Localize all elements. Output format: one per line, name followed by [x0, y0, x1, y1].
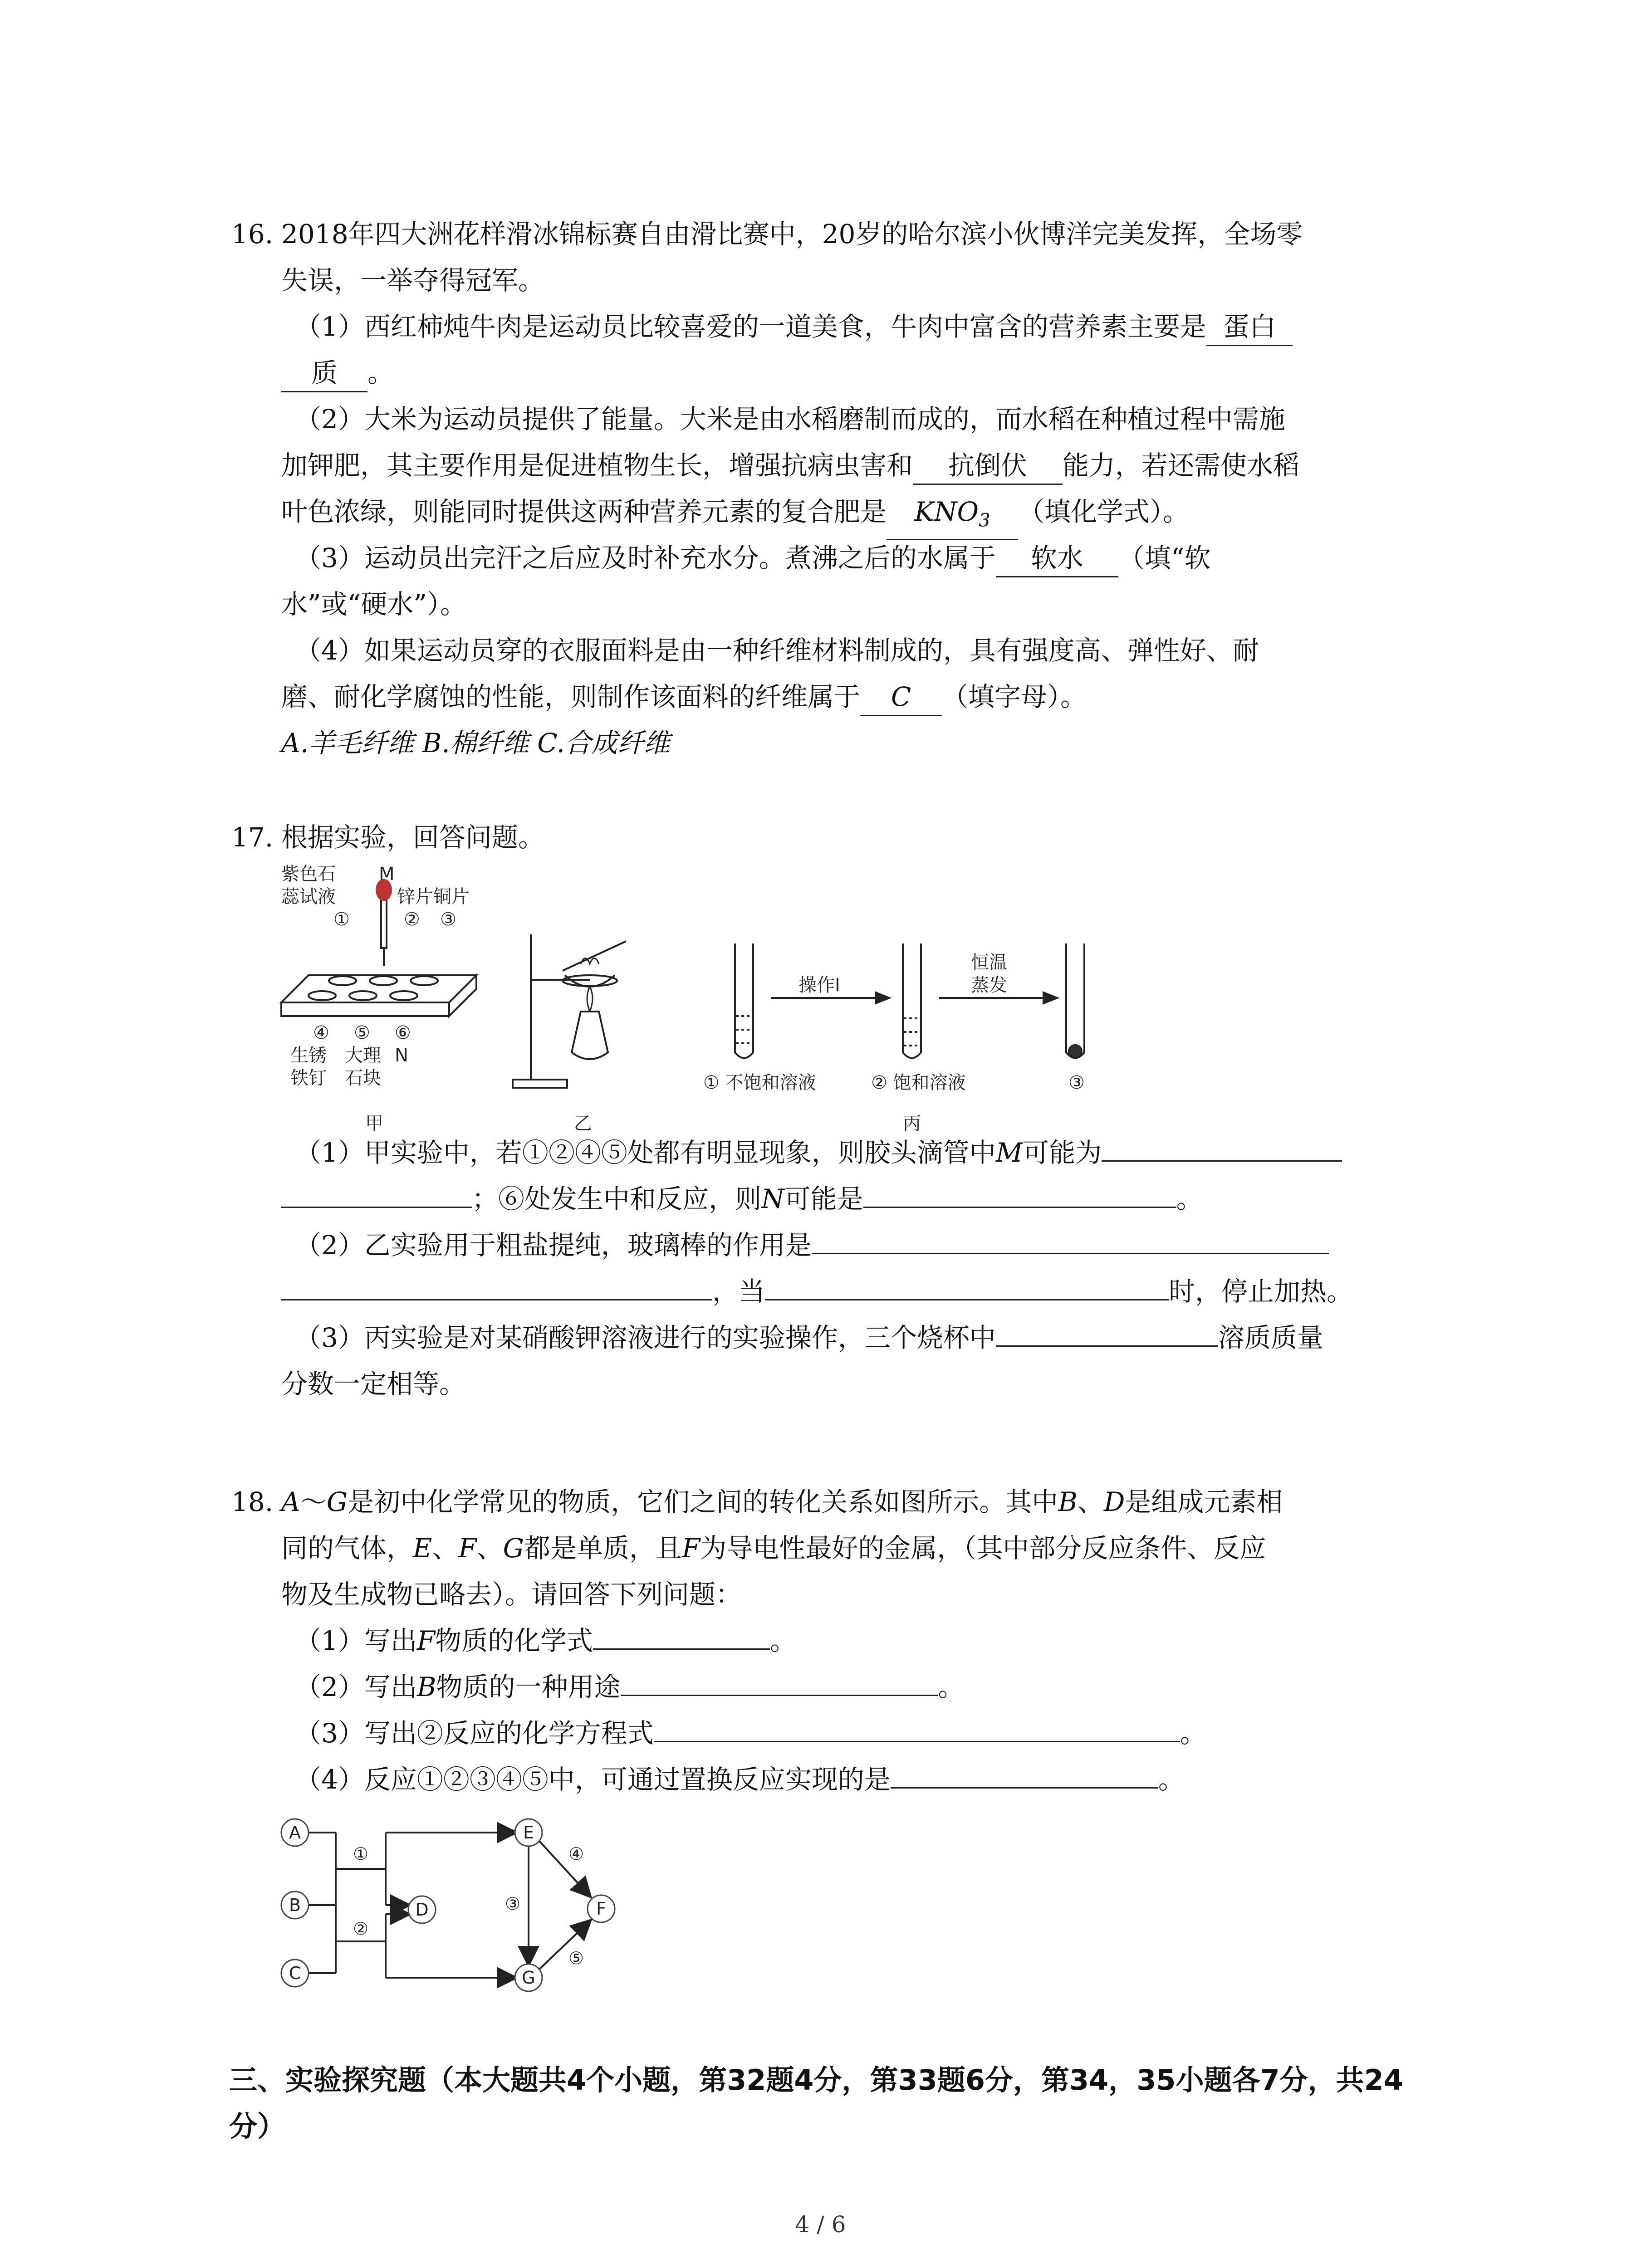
sub-question-3: （3）运动员出完汗之后应及时补充水分。煮沸之后的水属于: [295, 543, 996, 573]
alcohol-lamp: [572, 1012, 608, 1059]
label-op2: 恒温: [971, 952, 1007, 973]
sub-question-2: （2）乙实验用于粗盐提纯，玻璃棒的作用是: [295, 1230, 812, 1261]
glass-rod: [563, 941, 626, 971]
conversion-diagram: [277, 1810, 631, 2023]
answer-blank: [812, 1253, 1329, 1254]
svg-text:蒸发: 蒸发: [971, 975, 1007, 996]
label-zinc: 锌片: [397, 886, 433, 907]
svg-text:B: B: [289, 1895, 301, 1915]
answer-blank: [765, 1299, 1169, 1300]
page-number: 4 / 6: [795, 2211, 846, 2238]
answer-blank: 质: [281, 355, 367, 392]
figure-label-yi: 乙: [574, 1113, 592, 1134]
sub-question-1: （1）西红柿炖牛肉是运动员比较喜爱的一道美食，牛肉中富含的营养素主要是: [295, 311, 1206, 342]
reaction-5: ⑤: [568, 1948, 584, 1968]
label-tube2: ② 饱和溶液: [871, 1072, 966, 1093]
question-stem: 失误，一举夺得冠军。: [281, 265, 545, 296]
label-op1: 操作Ⅰ: [798, 975, 840, 996]
section-heading: 三、实验探究题（本大题共4个小题，第32题4分，第33题6分，第34，35小题各7分，共24 分）: [229, 2063, 1403, 2143]
answer-blank: [891, 1787, 1158, 1789]
dropper-icon: [381, 894, 387, 948]
label-litmus: 紫色石: [281, 864, 336, 885]
iron-stand-base: [513, 1080, 567, 1088]
svg-text:⑥: ⑥: [395, 1022, 411, 1043]
test-tube-2: [903, 943, 921, 1058]
reaction-4: ④: [568, 1844, 584, 1864]
sub-question-1: （1）甲实验中，若①②④⑤处都有明显现象，则胶头滴管中: [295, 1137, 996, 1168]
sub-question-1: （1）写出: [295, 1625, 417, 1656]
answer-blank: 蛋白: [1206, 308, 1293, 346]
svg-text:G: G: [522, 1968, 535, 1988]
question-number: 17.: [231, 822, 274, 853]
svg-text:⑤: ⑤: [354, 1022, 370, 1043]
question-number: 18.: [231, 1486, 274, 1517]
svg-text:生锈: 生锈: [290, 1045, 327, 1066]
sub-question-3: （3）丙实验是对某硝酸钾溶液进行的实验操作，三个烧杯中: [295, 1322, 996, 1353]
test-tube-3: [1066, 943, 1084, 1058]
answer-blank: 软水: [996, 540, 1118, 577]
sub-question-2: （2）写出: [295, 1672, 417, 1702]
spot-plate-front: [281, 1002, 449, 1016]
answer-blank: $KNO_3$: [887, 494, 1018, 540]
reaction-2: ②: [353, 1919, 369, 1939]
answer-blank: [621, 1695, 938, 1696]
question-16: 16. 2018年四大洲花样滑冰锦标赛自由滑比赛中，20岁的哈尔滨小伙博洋完美发挥，全场零 失误，一举夺得冠军。 （1）西红柿炖牛肉是运动员比较喜爱的一道美食，牛肉中富含的营养素主要是 蛋白 质 。 （2）大米为运动员提供了能量。大米是由水稻磨制而成的，而水稻在种植过程中需施 加钾肥，其主要作用是促进植物生长，增强抗病虫害和 抗倒伏 能力，若还需使水稻 叶色浓绿，则能同时提供这两种营养元素的复合肥是 $KNO_3$ （填化学式）。 （3）运动员出完汗之后应及时补充水分。煮沸之后的水属于 软水 （填“软 水”或“硬水”）。 （4）如果运动员穿的衣服面料是由一种纤维材料制成的，具有强度高、弹性好、耐 磨、耐化学腐蚀的性能，则制作该面料的纤维属于 C （填字母）。 A.羊毛纤维 B.棉纤维 C.合成纤维: [231, 211, 1456, 766]
label-N: N: [395, 1045, 408, 1066]
svg-text:石块: 石块: [345, 1068, 381, 1089]
answer-blank: 抗倒伏: [913, 447, 1063, 485]
figure-label-jia: 甲: [365, 1113, 383, 1134]
experiment-figure: [272, 862, 1134, 1139]
label-M: M: [379, 864, 395, 885]
sub-question-2: （2）大米为运动员提供了能量。大米是由水稻磨制而成的，而水稻在种植过程中需施: [295, 404, 1285, 435]
svg-text:大理: 大理: [345, 1045, 381, 1066]
answer-blank: [1102, 1160, 1342, 1162]
sub-question-3: （3）写出②反应的化学方程式: [295, 1718, 654, 1749]
reaction-1: ①: [353, 1844, 369, 1864]
sub-question-4: （4）如果运动员穿的衣服面料是由一种纤维材料制成的，具有强度高、弹性好、耐: [295, 635, 1259, 666]
svg-text:②: ②: [404, 909, 420, 930]
label-tube1: ① 不饱和溶液: [703, 1072, 816, 1093]
sub-question-4: （4）反应①②③④⑤中，可通过置换反应实现的是: [295, 1764, 891, 1795]
question-18: 18. A～G是初中化学常见的物质，它们之间的转化关系如图所示。其中B、D是组成元素相 同的气体，E、F、G都是单质，且F为导电性最好的金属，（其中部分反应条件、反应 物及生成物已略去）。请回答下列问题： （1）写出F物质的化学式 。 （2）写出B物质的一种用途 。 （3）写出②反应的化学方程式 。 （4）反应①②③④⑤中，可通过置换反应实现的是 。: [231, 1479, 1456, 1803]
answer-blank: [863, 1207, 1176, 1208]
svg-text:E: E: [523, 1823, 534, 1843]
answer-blank: [654, 1741, 1180, 1742]
svg-text:蕊试液: 蕊试液: [281, 886, 336, 907]
answer-options: A.羊毛纤维 B.棉纤维 C.合成纤维: [281, 728, 671, 758]
question-stem: 2018年四大洲花样滑冰锦标赛自由滑比赛中，20岁的哈尔滨小伙博洋完美发挥，全场零: [281, 219, 1303, 249]
answer-blank: [996, 1345, 1218, 1347]
answer-blank: C: [860, 679, 942, 716]
answer-blank: [281, 1207, 472, 1208]
question-number: 16.: [231, 219, 274, 249]
svg-text:C: C: [289, 1963, 301, 1983]
svg-text:③: ③: [440, 909, 456, 930]
answer-blank: [593, 1648, 770, 1650]
question-17: [231, 814, 1456, 860]
svg-text:④: ④: [313, 1022, 329, 1043]
svg-text:F: F: [596, 1899, 606, 1919]
label-copper: 铜片: [433, 886, 470, 907]
svg-text:A: A: [289, 1823, 301, 1843]
crystals: [1069, 1045, 1082, 1058]
question-stem: 根据实验，回答问题。: [281, 822, 545, 853]
label-tube3: ③: [1068, 1072, 1085, 1093]
answer-blank: [281, 1299, 712, 1300]
svg-text:D: D: [415, 1900, 429, 1920]
svg-text:铁钉: 铁钉: [290, 1068, 327, 1089]
reaction-3: ③: [505, 1894, 521, 1914]
test-tube-1: [735, 943, 753, 1058]
svg-text:①: ①: [333, 909, 350, 930]
question-17-parts: （1）甲实验中，若①②④⑤处都有明显现象，则胶头滴管中M可能为 ；⑥处发生中和反应，则N可能是 。 （2）乙实验用于粗盐提纯，玻璃棒的作用是 ，当 时，停止加热。 （3）丙实验是对某硝酸钾溶液进行的实验操作，三个烧杯中 溶质质量 分数一定相等。: [231, 1129, 1456, 1407]
figure-label-bing: 丙: [903, 1113, 921, 1134]
